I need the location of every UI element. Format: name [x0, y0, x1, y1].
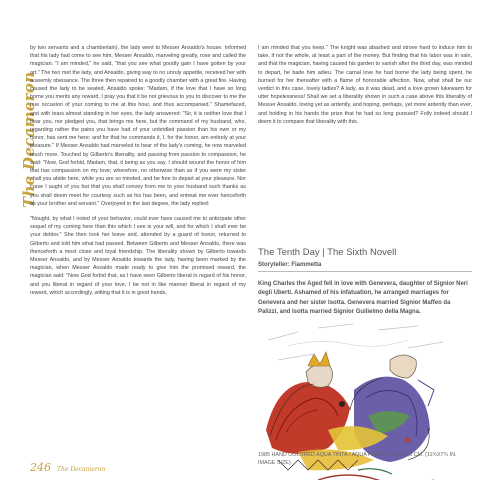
heading-divider: [258, 271, 472, 272]
artwork-caption: 1985 HAND COLORED AQUA TINTA / AQUA FORTE 29,5X19,5 CM. (11¾X7¾ IN. IMAGE SIZE).: [258, 452, 457, 466]
right-text-column: [258, 44, 472, 126]
left-paragraph-2: "Nought, by what I noted of your behavior, could ever have caused me to anticipate other sequel of my coming here than this which I see is your will, and for which I shall ever be your debtor." She then took her leave and, attended by a guard of honor, returned to Gilberto and told him what had passed. Between Gilberto and Messer Ansaldo, there was thenceforth a most close and loyal friendship. The liberality shown by Gilberto towards Messer Ansaldo, and by Messer Ansaldo towards the lady, having been marked by the magician, when Messer Ansaldo made ready to give him the promised reward, the magician said: "Now God forbid that, as I have seen Gilberto liberal in regard of his honor, and you liberal in regard of your love, I be not in like manner liberal in regard of my reward, which accordingly, witting that it is in good hands,: [30, 216, 246, 296]
left-paragraph-1: by two servants and a chamberlain), the lady went to Messer Ansaldo's house. Informed that his lady had come to see him, Messer Ansaldo, marveling greatly, rose and called the magician. "I am minded," he said, "that you see what goodly gain I have gotten by your art." The two met the lady, and Ansaldo, giving way to no unruly appetite, received her with a seemly obeisance. The three then repaired to a goodly chamber with a great fire. Having caused the lady to be seated, Ansaldo spoke: "Madam, if the love that I have so long borne you merits any reward, I pray you that it be not grievous to you to discover to me the true occasion of your coming to me at this hour, and thus accompanied." Shamefaced, and with tears almost standing in her eyes, the lady answered: "Sir, it is neither love that I bear you, nor pledged you, that brings me here, but the command of my husband, who, regarding rather the pains you have had of your unbridled passion than his own or my honor, has sent me here; and for that he commands it, I, for the honor, am entirely at your pleasure." If Messer Ansaldo had marveled to hear of the lady's coming, he now marveled much more. Touched by Gilberto's liberality, and passing from passion to compassion, he said: "Now, God forbid, Madam, that, it being as you say, I should wound the honor of him that has compassion on my love; wherefore, no otherwise than as if you were my sister shall you abide here, while you are so minded, and be free to depart at your pleasure. Nor crave I aught of you but that you shall convey from me to your husband such thanks as you shall deem meet for courtesy such as his has been, and entreat me ever henceforth as your brother and servant." Overjoyed in the last degree, the lady replied:: [30, 45, 246, 207]
page-number: 246: [30, 461, 51, 474]
storyteller-label: Storyteller: Fiammetta: [258, 262, 322, 268]
story-heading: The Tenth Day | The Sixth Novell: [258, 247, 397, 258]
running-title-vertical: [2, 38, 38, 238]
page-footer: [30, 461, 105, 475]
right-paragraph-1: I am minded that you keep." The knight was abashed and strove hard to induce him to take, if not the whole, at least a part of the money. But finding that his labor was in vain, and that the magician, having caused his garden to vanish after the third day, was minded to depart, he bade him adieu. The carnal love he had borne the lady being spent, he burned for her thereafter with a flame of honorable affection. Now, what shall be our verdict in this case, lovely ladies? A lady, as it was dead, and a love grown lukewarm for utter hopelessness! Shall we set a liberality shown in such a case above this liberality of Messer Ansaldo, loving yet as ardently, and hoping, perhaps, yet more ardently than ever, and holding in his hands the prize that he had so long pursued? Folly indeed should I deem it to compare that liberality with this.: [258, 45, 472, 125]
left-text-column: [30, 44, 246, 297]
story-summary: King Charles the Aged fell in love with Genevera, daughter of Signior Neri degli Uberti. Ashamed of his infatuation, he arranged marriages for Genevera and her sister Isotta. Genevera married Signior Maffeo da Palizzi, and Isotta married Signior Guilielmo della Magna.: [258, 281, 468, 315]
footer-title: The Decameron: [57, 466, 106, 473]
running-title-text: The Decameron: [20, 71, 38, 208]
